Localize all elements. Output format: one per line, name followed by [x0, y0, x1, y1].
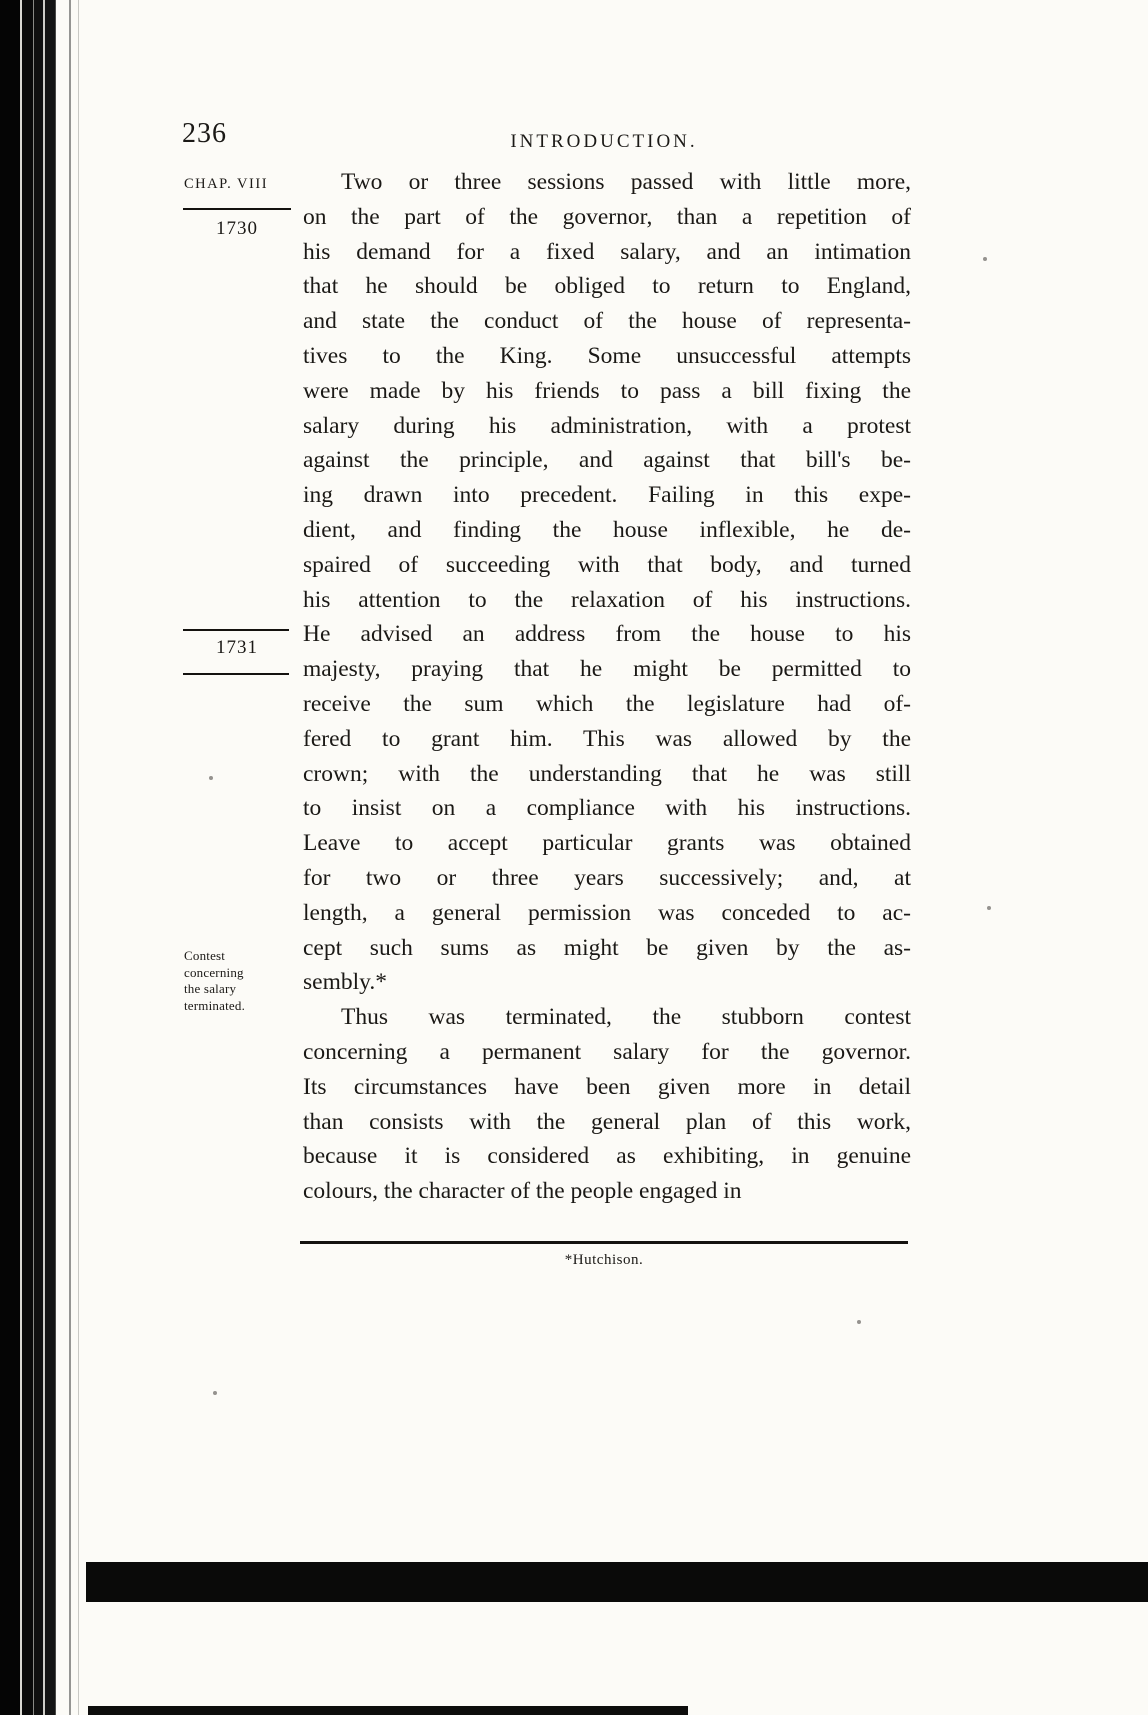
scan-speck: [983, 257, 987, 261]
margin-year-1731: 1731: [216, 637, 258, 658]
text-line: on the part of the governor, than a repetition of: [303, 203, 911, 230]
text-line: were made by his friends to pass a bill fixing the: [303, 377, 911, 404]
scan-speck: [857, 1320, 861, 1324]
page-number: 236: [182, 118, 227, 149]
text-line: Leave to accept particular grants was obtained: [303, 830, 911, 857]
text-line: Two or three sessions passed with little more,: [341, 169, 911, 195]
text-line: crown; with the understanding that he was still: [303, 760, 911, 787]
text-line: cept such sums as might be given by the as-: [303, 934, 911, 961]
text-line: concerning a permanent salary for the governor.: [303, 1038, 911, 1065]
paragraph-1: [303, 165, 911, 1000]
scan-speck: [987, 906, 991, 910]
text-line: Contest: [184, 948, 226, 963]
paragraph-2: [303, 1000, 911, 1209]
footnote: *Hutchison.: [564, 1252, 644, 1268]
margin-year-1730: 1730: [216, 218, 258, 239]
text-line: tives to the King. Some unsuccessful attempts: [303, 342, 911, 369]
text-line: concerning: [184, 964, 244, 980]
text-line: sembly.*: [303, 969, 387, 996]
text-line: Its circumstances have been given more in detail: [303, 1073, 911, 1100]
text-line: He advised an address from the house to his: [303, 621, 911, 648]
text-line: and state the conduct of the house of representa-: [303, 308, 911, 335]
body-text-column: [303, 165, 911, 1209]
scan-speck: [209, 776, 213, 780]
text-line: salary during his administration, with a protest: [303, 412, 911, 439]
scan-artifact-bottom-bar: [86, 1562, 1148, 1602]
margin-rule: [183, 629, 289, 631]
text-line: his attention to the relaxation of his instructions.: [303, 586, 911, 613]
margin-side-note: [184, 948, 296, 1014]
text-line: length, a general permission was conceded to ac-: [303, 899, 911, 926]
text-line: the salary: [184, 981, 237, 996]
running-header: INTRODUCTION.: [510, 131, 698, 152]
text-line: fered to grant him. This was allowed by the: [303, 725, 911, 752]
text-line: Thus was terminated, the stubborn contest: [341, 1004, 911, 1031]
text-line: for two or three years successively; and, at: [303, 864, 911, 891]
binding-hairline: [69, 0, 71, 1715]
text-line: receive the sum which the legislature had of-: [303, 690, 911, 717]
binding-edge: [0, 0, 62, 1715]
text-line: spaired of succeeding with that body, and turned: [303, 551, 911, 578]
margin-rule: [183, 673, 289, 675]
text-line: his demand for a fixed salary, and an intimation: [303, 238, 911, 265]
margin-rule: [183, 208, 291, 210]
footnote-rule: [300, 1241, 908, 1244]
text-line: because it is considered as exhibiting, in genuine: [303, 1143, 911, 1170]
scan-speck: [213, 1391, 217, 1395]
text-line: terminated.: [184, 997, 246, 1013]
text-line: ing drawn into precedent. Failing in this expe-: [303, 482, 911, 509]
text-line: colours, the character of the people engaged in: [303, 1178, 742, 1205]
scan-artifact-bottom-strip: [88, 1706, 688, 1715]
text-line: against the principle, and against that bill's be-: [303, 447, 911, 474]
text-line: than consists with the general plan of this work,: [303, 1108, 911, 1135]
text-line: dient, and finding the house inflexible, he de-: [303, 516, 911, 543]
binding-hairline: [78, 0, 79, 1715]
text-line: that he should be obliged to return to England,: [303, 273, 911, 300]
chapter-label: CHAP. VIII: [184, 176, 269, 192]
text-line: majesty, praying that he might be permitted to: [303, 656, 911, 683]
text-line: to insist on a compliance with his instructions.: [303, 795, 911, 822]
